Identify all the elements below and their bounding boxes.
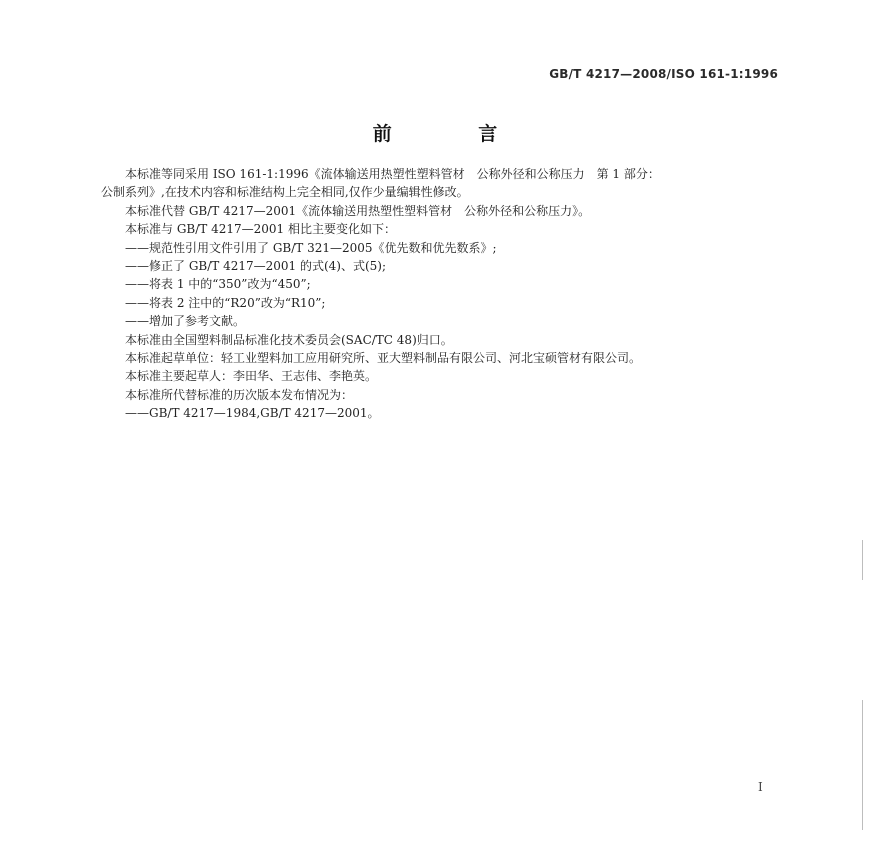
change-list-item: ——增加了参考文献。	[125, 314, 246, 329]
scan-edge-mark	[862, 540, 863, 580]
history-list-item: ——GB/T 4217—1984,GB/T 4217—2001。	[125, 406, 380, 421]
paragraph-line: 本标准等同采用 ISO 161-1:1996《流体输送用热塑性塑料管材 公称外径和公称压力 第 1 部分：	[125, 167, 660, 181]
paragraph-line: 本标准代替 GB/T 4217—2001《流体输送用热塑性塑料管材 公称外径和公称压力》。	[125, 203, 591, 218]
paragraph-line: 本标准主要起草人：李田华、王志伟、李艳英。	[125, 369, 378, 384]
scan-edge-mark	[862, 700, 863, 830]
paragraph-line: 本标准与 GB/T 4217—2001 相比主要变化如下：	[125, 222, 396, 237]
change-list-item: ——修正了 GB/T 4217—2001 的式(4)、式(5);	[125, 259, 387, 274]
paragraph-line: 本标准由全国塑料制品标准化技术委员会(SAC/TC 48)归口。	[125, 332, 453, 347]
change-list-item: ——将表 1 中的“350”改为“450”;	[125, 277, 311, 292]
page-number: I	[758, 780, 763, 794]
change-list-item: ——将表 2 注中的“R20”改为“R10”;	[125, 295, 326, 310]
standard-code: GB/T 4217—2008/ISO 161-1:1996	[549, 67, 778, 81]
paragraph-line: 公制系列》,在技术内容和标准结构上完全相同,仅作少量编辑性修改。	[101, 185, 469, 200]
page-title: 前 言	[372, 123, 538, 145]
change-list-item: ——规范性引用文件引用了 GB/T 321—2005《优先数和优先数系》;	[125, 240, 497, 255]
paragraph-line: 本标准所代替标准的历次版本发布情况为：	[125, 387, 354, 402]
paragraph-line: 本标准起草单位：轻工业塑料加工应用研究所、亚大塑料制品有限公司、河北宝硕管材有限公司。	[125, 351, 642, 366]
foreword-body	[101, 165, 781, 423]
